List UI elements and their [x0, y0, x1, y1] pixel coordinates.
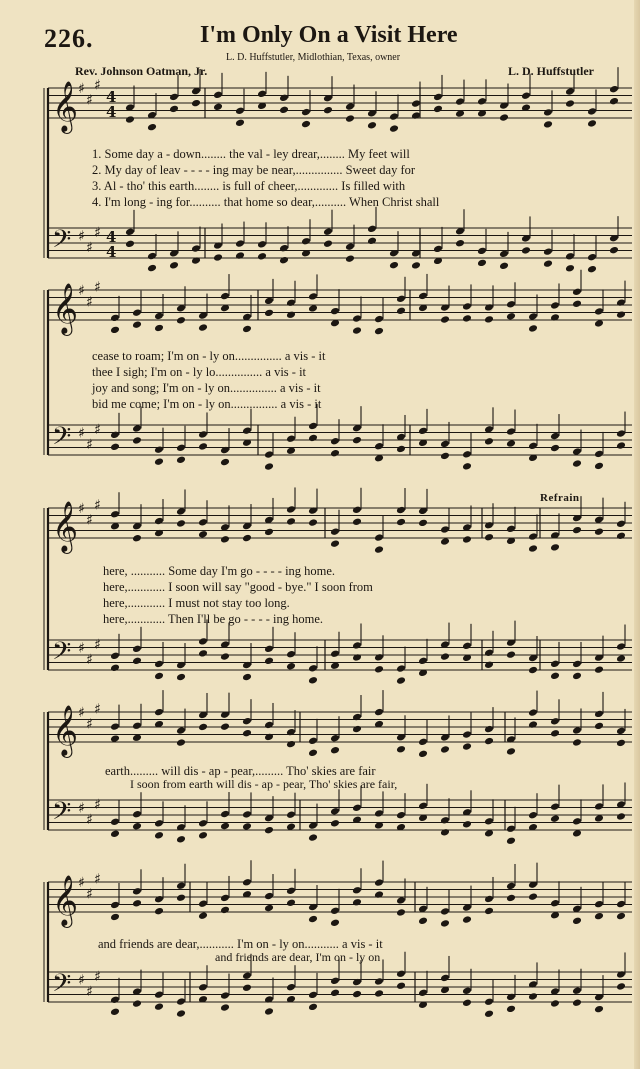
refrain-label: Refrain [540, 492, 580, 504]
note-head [132, 436, 142, 445]
note-head [132, 320, 142, 329]
note-head [528, 544, 538, 553]
note-head [264, 528, 274, 537]
treble-clef-icon: 𝄞 [52, 875, 79, 926]
note-head [242, 983, 252, 992]
note-head [572, 998, 582, 1007]
lyric-line: earth......... will dis - ap - pear,......... Tho' skies are fair [105, 764, 376, 778]
note-head [396, 676, 406, 685]
note-head [572, 459, 582, 468]
note-head [565, 264, 575, 273]
note-head [169, 105, 179, 114]
sharp-icon: ♯ [94, 421, 101, 438]
note-head [132, 999, 142, 1008]
note-head [418, 750, 428, 759]
note-head [528, 992, 538, 1001]
note-head [484, 1009, 494, 1018]
sharp-icon: ♯ [86, 651, 93, 668]
lyricist: Rev. Johnson Oatman, Jr. [75, 64, 208, 78]
sharp-icon: ♯ [94, 871, 101, 888]
note-head [352, 326, 362, 335]
note-head [528, 892, 538, 901]
note-head [286, 740, 296, 749]
note-head [176, 835, 186, 844]
note-head [462, 742, 472, 751]
note-head [594, 462, 604, 471]
sharp-icon: ♯ [78, 705, 85, 721]
note-head [264, 462, 274, 471]
note-head [235, 119, 245, 128]
note-head [198, 323, 208, 332]
note-head [323, 106, 333, 115]
sharp-icon: ♯ [86, 983, 93, 1000]
note-head [572, 917, 582, 926]
note-head [330, 819, 340, 828]
lyric-line: 4. I'm long - ing for.......... that home so dear,.......... When Christ shall [92, 195, 440, 209]
sharp-icon: ♯ [94, 497, 101, 514]
sharp-icon: ♯ [86, 811, 93, 828]
note-head [264, 657, 274, 666]
note-head [176, 519, 186, 528]
lyric-line: joy and song; I'm on - ly on............... a vis - it [92, 381, 321, 395]
note-head [389, 124, 399, 133]
sharp-icon: ♯ [94, 701, 101, 718]
sharp-icon: ♯ [94, 279, 101, 296]
note-head [572, 526, 582, 535]
note-head [550, 543, 560, 552]
note-head [594, 912, 604, 921]
note-head [374, 890, 384, 899]
lyric-line: 2. My day of leav - - - - ing may be near,............... Sweet day for [92, 163, 416, 177]
sharp-icon: ♯ [86, 92, 93, 109]
note-head [499, 262, 509, 271]
sharp-icon: ♯ [94, 636, 101, 653]
note-head [506, 312, 516, 321]
note-head [440, 919, 450, 928]
note-head [594, 527, 604, 536]
lyric-line: and friends are dear,........... I'm on - ly on........... a vis - it [98, 937, 383, 951]
note-head [257, 252, 267, 261]
note-head [154, 907, 164, 916]
time-signature: 4 [106, 243, 117, 261]
lyric-line: cease to roam; I'm on - ly on............... a vis - it [92, 349, 326, 363]
note-head [609, 97, 619, 106]
sharp-icon: ♯ [86, 294, 93, 311]
note-head [154, 457, 164, 466]
note-head [506, 650, 516, 659]
note-head [198, 649, 208, 658]
note-head [396, 445, 406, 454]
note-head [110, 1008, 120, 1017]
note-head [279, 256, 289, 265]
lyric-line: here, ........... Some day I'm go - - - - ing home. [103, 564, 336, 578]
note-head [198, 442, 208, 451]
note-head [330, 919, 340, 928]
note-head [110, 443, 120, 452]
note-head [198, 723, 208, 732]
note-head [132, 534, 142, 543]
note-head [242, 673, 252, 682]
note-head [374, 989, 384, 998]
note-head [220, 906, 230, 915]
note-head [594, 665, 604, 674]
note-head [396, 745, 406, 754]
note-head [616, 532, 626, 541]
note-head [587, 265, 597, 274]
note-head [279, 106, 289, 115]
note-head [411, 261, 421, 270]
note-head [125, 115, 135, 124]
note-head [176, 1009, 186, 1018]
note-head [440, 652, 450, 661]
lyric-line: here,............ I must not stay too long. [103, 596, 290, 610]
note-head [242, 534, 252, 543]
lyric-line: thee I sigh; I'm on - ly lo............... a vis - it [92, 365, 307, 379]
lyric-line: here,............ Then I'll be go - - - - ing home. [103, 612, 324, 626]
hymn-title: I'm Only On a Visit Here [200, 22, 458, 48]
lyric-line: I soon from earth will dis - ap - pear, Tho' skies are fair, [130, 777, 398, 791]
note-head [308, 749, 318, 758]
note-head [213, 253, 223, 262]
note-head [198, 911, 208, 920]
note-head [594, 1005, 604, 1014]
note-head [572, 738, 582, 747]
lyric-line: and friends are dear, I'm on - ly on [215, 950, 381, 964]
note-head [286, 310, 296, 319]
note-head [330, 746, 340, 755]
note-head [396, 307, 406, 316]
note-head [506, 894, 516, 903]
note-head [286, 517, 296, 526]
note-head [440, 315, 450, 324]
note-head [367, 121, 377, 130]
note-head [565, 99, 575, 108]
note-head [462, 314, 472, 323]
copyright-owner: L. D. Huffstutler, Midlothian, Texas, owner [226, 52, 401, 63]
sharp-icon: ♯ [86, 512, 93, 529]
note-head [616, 982, 626, 991]
note-head [396, 518, 406, 527]
note-head [462, 462, 472, 471]
note-head [587, 119, 597, 128]
treble-clef-icon: 𝄞 [52, 81, 79, 132]
note-head [506, 836, 516, 845]
note-head [308, 676, 318, 685]
note-head [110, 830, 120, 839]
note-head [484, 437, 494, 446]
note-head [396, 908, 406, 917]
sharp-icon: ♯ [78, 875, 85, 891]
bass-clef-icon: 𝄢 [52, 969, 72, 1004]
note-head [396, 981, 406, 990]
note-head [594, 722, 604, 731]
note-head [220, 535, 230, 544]
sharp-icon: ♯ [86, 716, 93, 733]
note-head [352, 436, 362, 445]
note-head [176, 893, 186, 902]
sharp-icon: ♯ [86, 886, 93, 903]
note-head [110, 326, 120, 335]
note-head [528, 324, 538, 333]
note-head [418, 917, 428, 926]
bass-clef-icon: 𝄢 [52, 637, 72, 672]
note-head [264, 1007, 274, 1016]
note-head [191, 99, 201, 108]
lyric-line: 1. Some day a - down........ the val - ley drear,........ My feet will [92, 147, 410, 161]
note-head [220, 652, 230, 661]
treble-clef-icon: 𝄞 [52, 705, 79, 756]
note-head [484, 907, 494, 916]
note-head [345, 254, 355, 263]
note-head [616, 739, 626, 748]
note-head [389, 261, 399, 270]
note-head [132, 899, 142, 908]
note-head [550, 672, 560, 681]
note-head [147, 264, 157, 273]
note-head [264, 826, 274, 835]
sharp-icon: ♯ [78, 501, 85, 517]
note-head [125, 240, 135, 249]
note-head [352, 725, 362, 734]
note-head [367, 237, 377, 246]
note-head [176, 673, 186, 682]
page-edge [634, 0, 640, 1069]
note-head [345, 114, 355, 123]
note-head [484, 661, 494, 670]
sharp-icon: ♯ [78, 228, 85, 245]
note-head [433, 105, 443, 114]
note-head [308, 434, 318, 443]
note-head [455, 239, 465, 248]
treble-clef-icon: 𝄞 [52, 283, 79, 334]
composer: L. D. Huffstutler [508, 64, 594, 78]
note-head [521, 246, 531, 255]
note-head [176, 738, 186, 747]
note-head [323, 239, 333, 248]
sharp-icon: ♯ [78, 81, 85, 97]
note-head [616, 912, 626, 921]
note-head [462, 535, 472, 544]
note-head [301, 120, 311, 129]
note-head [616, 441, 626, 450]
treble-clef-icon: 𝄞 [52, 501, 79, 552]
sharp-icon: ♯ [78, 283, 85, 299]
note-head [616, 310, 626, 319]
note-head [374, 665, 384, 674]
time-signature: 4 [106, 228, 117, 246]
note-head [374, 545, 384, 554]
note-head [220, 822, 230, 831]
note-head [506, 1005, 516, 1014]
note-head [440, 452, 450, 461]
note-head [484, 315, 494, 324]
note-head [462, 915, 472, 924]
note-head [528, 666, 538, 675]
note-head [308, 833, 318, 842]
note-head [110, 913, 120, 922]
note-head [484, 737, 494, 746]
note-head [286, 899, 296, 908]
note-head [308, 518, 318, 527]
note-head [308, 915, 318, 924]
note-head [374, 327, 384, 336]
note-head [213, 103, 223, 112]
note-head [220, 458, 230, 467]
note-head [220, 1003, 230, 1012]
hymn-number: 226. [44, 24, 94, 53]
time-signature: 4 [106, 88, 117, 106]
note-head [176, 456, 186, 465]
note-head [242, 325, 252, 334]
note-head [286, 662, 296, 671]
note-head [132, 657, 142, 666]
sharp-icon: ♯ [94, 77, 101, 94]
note-head [543, 120, 553, 129]
note-head [198, 530, 208, 539]
sharp-icon: ♯ [78, 800, 85, 817]
note-head [572, 300, 582, 309]
sharp-icon: ♯ [86, 239, 93, 256]
note-head [176, 316, 186, 325]
lyric-line: bid me come; I'm on - ly on............... a vis - it [92, 397, 322, 411]
note-head [352, 518, 362, 527]
bass-clef-icon: 𝄢 [52, 225, 72, 260]
note-head [609, 246, 619, 255]
note-head [616, 812, 626, 821]
lyric-line: here,............ I soon will say "good - bye." I soon from [103, 580, 373, 594]
note-head [169, 261, 179, 270]
time-signature: 4 [106, 103, 117, 121]
note-head [330, 539, 340, 548]
note-head [572, 672, 582, 681]
note-head [352, 990, 362, 999]
note-head [242, 822, 252, 831]
note-head [308, 1003, 318, 1012]
sharp-icon: ♯ [78, 425, 85, 442]
note-head [264, 309, 274, 318]
note-head [477, 259, 487, 268]
note-head [499, 113, 509, 122]
note-head [330, 449, 340, 458]
note-head [440, 745, 450, 754]
note-head [110, 664, 120, 673]
sharp-icon: ♯ [94, 224, 101, 241]
note-head [543, 259, 553, 268]
note-head [550, 729, 560, 738]
note-head [352, 898, 362, 907]
sharp-icon: ♯ [78, 972, 85, 989]
sharp-icon: ♯ [86, 436, 93, 453]
sharp-icon: ♯ [78, 640, 85, 657]
note-head [154, 324, 164, 333]
note-head [330, 989, 340, 998]
note-head [198, 831, 208, 840]
note-head [506, 747, 516, 756]
note-head [220, 722, 230, 731]
note-head [132, 822, 142, 831]
sharp-icon: ♯ [94, 968, 101, 985]
bass-clef-icon: 𝄢 [52, 797, 72, 832]
note-head [418, 519, 428, 528]
note-head [154, 672, 164, 681]
note-head [462, 999, 472, 1008]
note-head [154, 1002, 164, 1011]
note-head [550, 999, 560, 1008]
note-head [484, 533, 494, 542]
note-head [147, 123, 157, 132]
bass-clef-icon: 𝄢 [52, 422, 72, 457]
note-head [550, 444, 560, 453]
note-head [154, 831, 164, 840]
note-head [550, 814, 560, 823]
note-head [242, 729, 252, 738]
note-head [528, 720, 538, 729]
sharp-icon: ♯ [94, 796, 101, 813]
note-head [440, 828, 450, 837]
note-head [462, 820, 472, 829]
lyric-line: 3. Al - tho' this earth........ is full of cheer,............. Is filled with [92, 179, 406, 193]
